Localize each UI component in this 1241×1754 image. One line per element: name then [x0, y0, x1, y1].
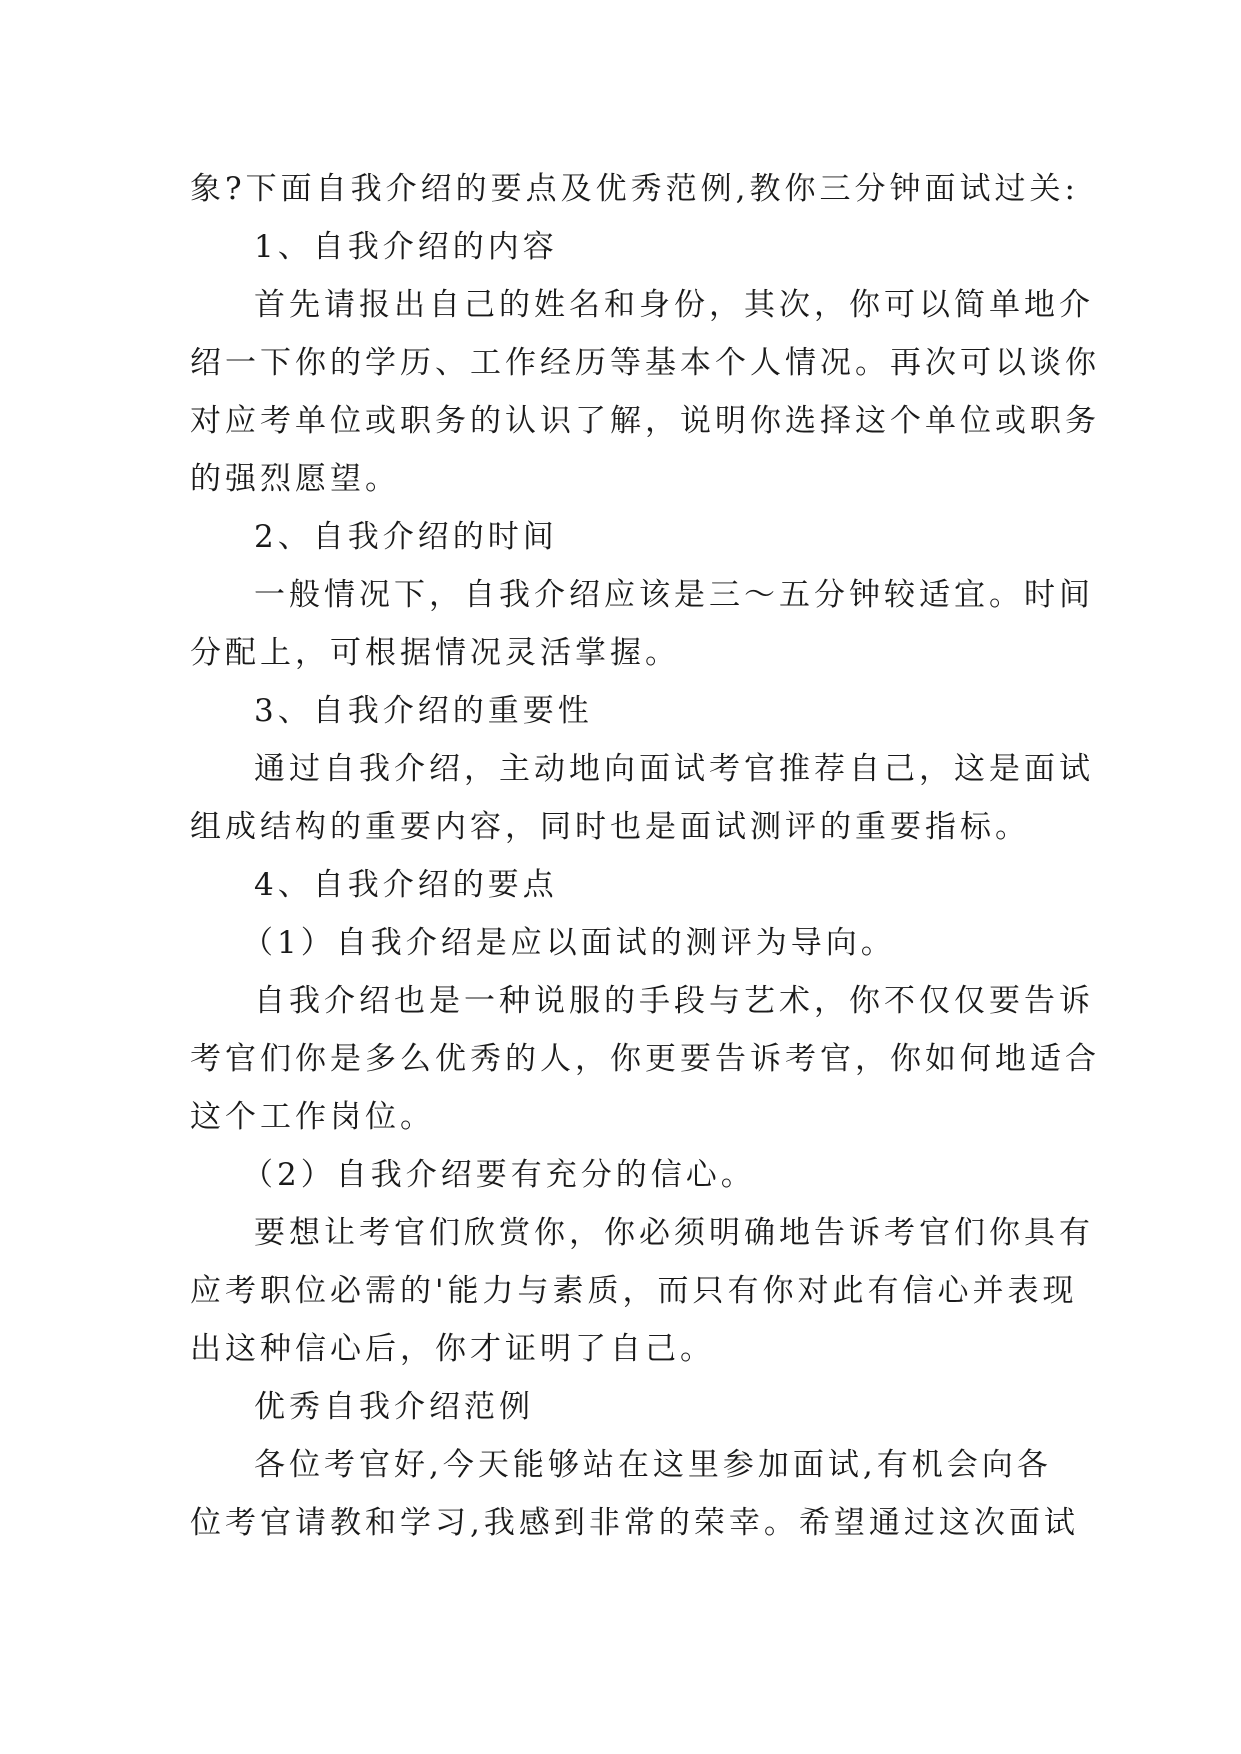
text-line: 各位考官好,今天能够站在这里参加面试,有机会向各 [254, 1447, 1052, 1483]
text-line: 出这种信心后，你才证明了自己。 [190, 1331, 715, 1367]
text-line: 1、自我介绍的内容 [254, 229, 558, 265]
text-line: 组成结构的重要内容，同时也是面试测评的重要指标。 [190, 809, 1030, 845]
text-line: 对应考单位或职务的认识了解，说明你选择这个单位或职务 [190, 403, 1100, 439]
text-line: 4、自我介绍的要点 [254, 867, 558, 903]
text-line: 这个工作岗位。 [190, 1099, 435, 1135]
text-line: 绍一下你的学历、工作经历等基本个人情况。再次可以谈你 [190, 345, 1100, 381]
text-line: 位考官请教和学习,我感到非常的荣幸。希望通过这次面试 [190, 1505, 1079, 1541]
text-line: 要想让考官们欣赏你，你必须明确地告诉考官们你具有 [254, 1215, 1094, 1251]
text-line: 分配上，可根据情况灵活掌握。 [190, 635, 680, 671]
text-line: 考官们你是多么优秀的人，你更要告诉考官，你如何地适合 [190, 1041, 1100, 1077]
text-line: 2、自我介绍的时间 [254, 519, 558, 555]
text-line: 一般情况下，自我介绍应该是三～五分钟较适宜。时间 [254, 577, 1094, 613]
text-line: 通过自我介绍，主动地向面试考官推荐自己，这是面试 [254, 751, 1094, 787]
text-line: 应考职位必需的'能力与素质，而只有你对此有信心并表现 [190, 1273, 1078, 1309]
text-line: 自我介绍也是一种说服的手段与艺术，你不仅仅要告诉 [254, 983, 1094, 1019]
text-line: 优秀自我介绍范例 [254, 1389, 534, 1425]
text-line: 的强烈愿望。 [190, 461, 400, 497]
text-line: 象?下面自我介绍的要点及优秀范例,教你三分钟面试过关: [190, 171, 1079, 207]
text-line: 首先请报出自己的姓名和身份，其次，你可以简单地介 [254, 287, 1094, 323]
text-line: 3、自我介绍的重要性 [254, 693, 593, 729]
text-line: （1）自我介绍是应以面试的测评为导向。 [242, 925, 896, 961]
document-body [190, 160, 1100, 1552]
text-line: （2）自我介绍要有充分的信心。 [242, 1157, 756, 1193]
